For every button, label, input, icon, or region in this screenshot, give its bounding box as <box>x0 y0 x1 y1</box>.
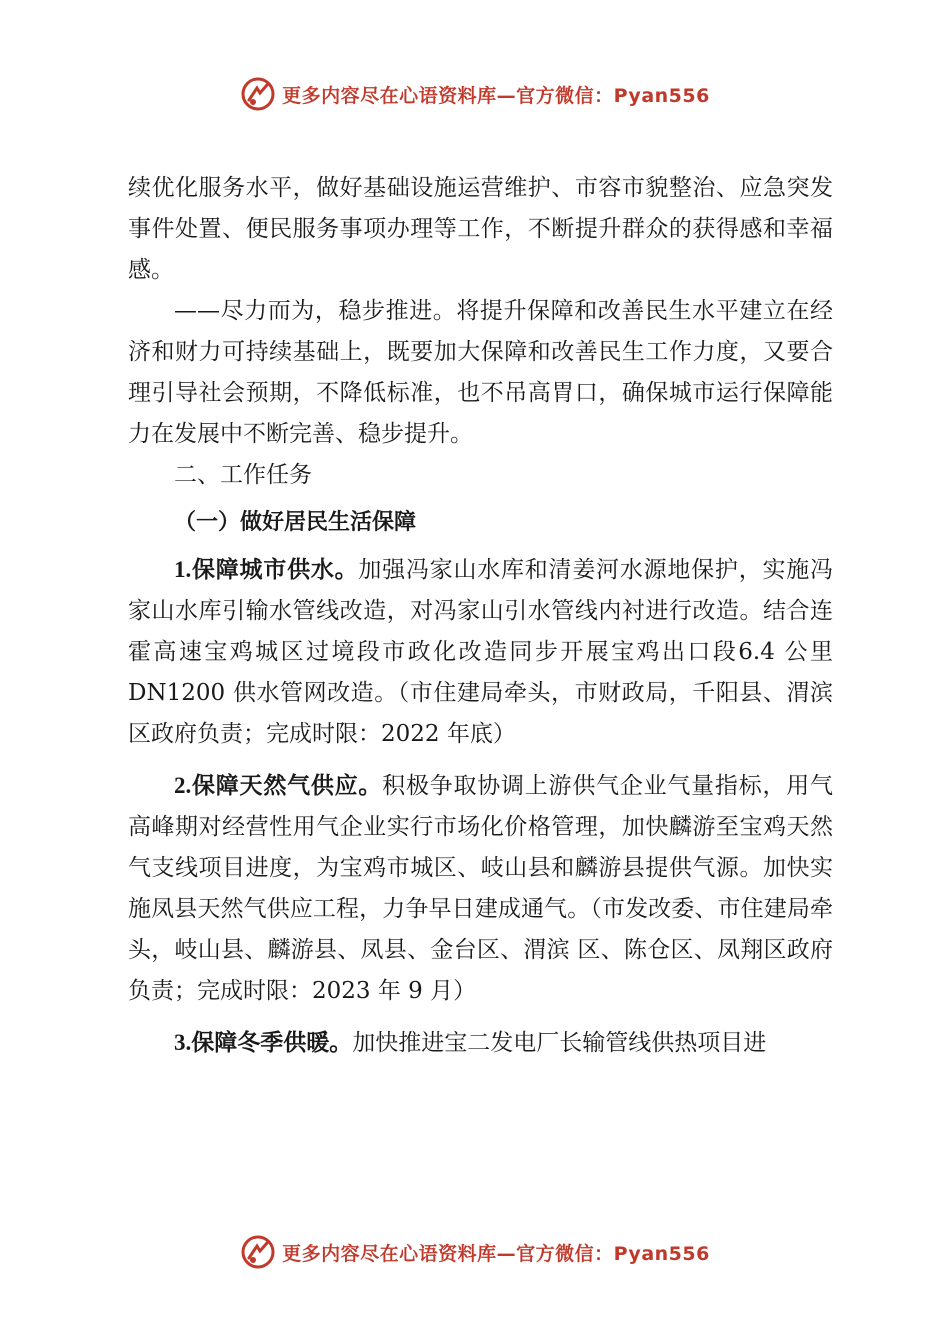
subsection-title: （一）做好居民生活保障 <box>174 510 417 535</box>
banner-text: 更多内容尽在心语资料库—官方微信：Pyan556 <box>282 1242 710 1265</box>
logo-icon <box>240 76 276 112</box>
footer-banner <box>0 1232 950 1272</box>
header-banner <box>0 74 950 114</box>
item-lead: 保障天然气供应。 <box>191 773 383 799</box>
item-lead: 保障冬季供暖。 <box>191 1030 353 1056</box>
paragraph-continued: 续优化服务水平，做好基础设施运营维护、市容市貌整治、应急突发事件处置、便民服务事项办理等工作，不断提升群众的获得感和幸福感。 <box>128 175 833 283</box>
item-lead: 保障城市供水。 <box>191 557 359 583</box>
section-title: 二、工作任务 <box>174 462 312 488</box>
item-number: 2. <box>174 773 192 798</box>
list-item <box>128 765 833 1012</box>
list-item <box>128 549 833 755</box>
banner-text: 更多内容尽在心语资料库—官方微信：Pyan556 <box>282 84 710 107</box>
paragraph-principle: ——尽力而为，稳步推进。将提升保障和改善民生水平建立在经济和财力可持续基础上，既要加大保障和改善民生工作力度，又要合理引导社会预期，不降低标准，也不吊高胃口，确保城市运行保障能力在发展中不断完善、稳步提升。 <box>128 298 833 447</box>
logo-icon <box>240 1234 276 1270</box>
item-text: 加强冯家山水库和清姜河水源地保护，实施冯家山水库引输水管线改造，对冯家山引水管线内衬进行改造。结合连霍高速宝鸡城区过境段市政化改造同步开展宝鸡出口段6.4 公里 DN1200 供水管网改造。（市住建局牵头，市财政局，千阳县、渭滨区政府负责；完成时限：2022 年底） <box>128 557 834 747</box>
item-text: 积极争取协调上游供气企业气量指标，用气高峰期对经营性用气企业实行市场化价格管理，加快麟游至宝鸡天然气支线项目进度，为宝鸡市城区、岐山县和麟游县提供气源。加快实施凤县天然气供应工程，力争早日建成通气。（市发改委、市住建局牵头，岐山县、麟游县、凤县、金台区、渭滨 区、陈仓区、凤翔区政府负责；完成时限：2023 年 9 月） <box>128 773 834 1004</box>
item-number: 1. <box>174 557 192 582</box>
item-number: 3. <box>174 1030 192 1055</box>
document-body <box>128 168 833 1064</box>
list-item <box>128 1022 833 1064</box>
item-text: 加快推进宝二发电厂长输管线供热项目进 <box>352 1030 767 1056</box>
